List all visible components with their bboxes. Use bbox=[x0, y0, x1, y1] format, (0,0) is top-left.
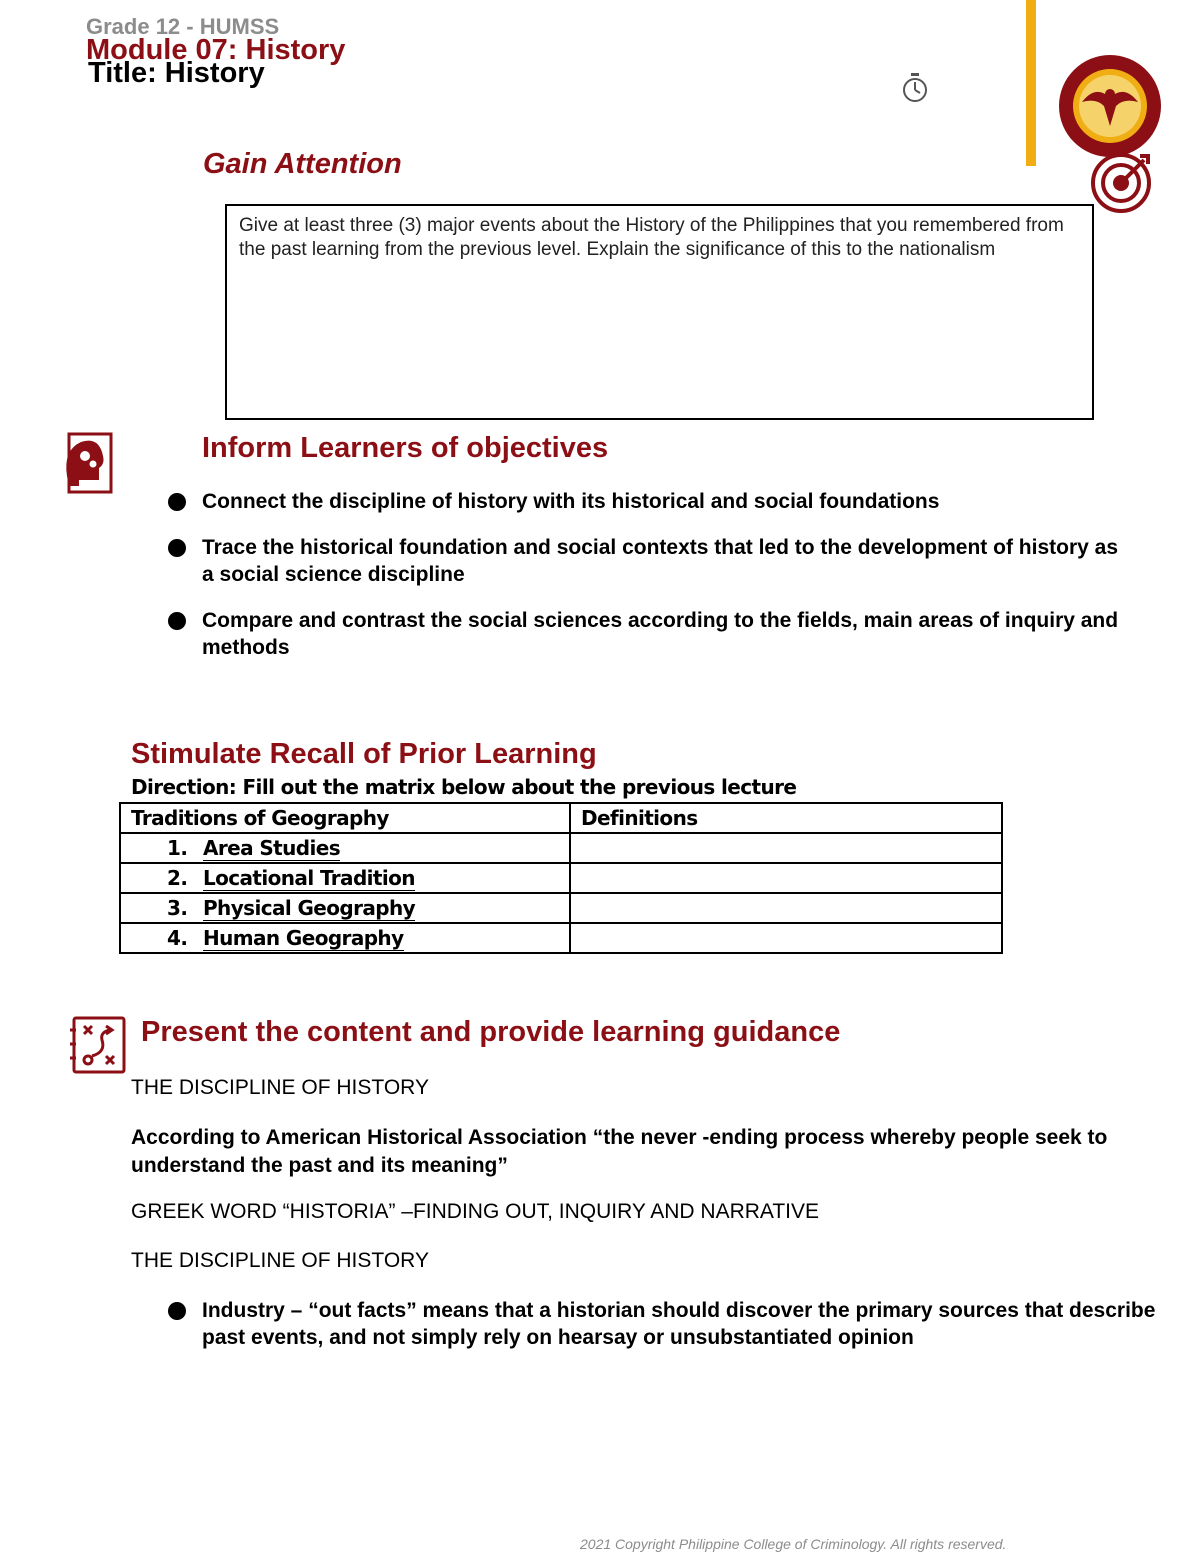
content-bullets bbox=[168, 1297, 1168, 1351]
objective-item: Trace the historical foundation and social contexts that led to the development of history as a social science discipline bbox=[168, 534, 1128, 588]
objective-item: Compare and contrast the social sciences according to the fields, main areas of inquiry and methods bbox=[168, 607, 1128, 661]
definition-cell[interactable] bbox=[570, 893, 1002, 923]
aha-quote: According to American Historical Association “the never -ending process whereby people seek to understand the past and its meaning” bbox=[131, 1126, 1108, 1177]
copyright-footer: 2021 Copyright Philippine College of Criminology. All rights reserved. bbox=[580, 1536, 1007, 1552]
gain-attention-heading: Gain Attention bbox=[203, 148, 402, 180]
bullet-icon bbox=[168, 612, 186, 630]
bullet-icon bbox=[168, 493, 186, 511]
definition-cell[interactable] bbox=[570, 923, 1002, 953]
tradition-cell: 2. Locational Tradition bbox=[120, 863, 570, 893]
table-row bbox=[120, 833, 1002, 863]
bullet-icon bbox=[168, 1302, 186, 1320]
stopwatch-icon bbox=[900, 72, 930, 104]
head-gears-icon bbox=[63, 432, 113, 494]
page-title: Title: History bbox=[88, 57, 265, 89]
accent-bar bbox=[1026, 0, 1036, 166]
content-bullet-item: Industry – “out facts” means that a historian should discover the primary sources that describe past events, and not simply rely on hearsay or unsubstantiated opinion bbox=[168, 1297, 1168, 1351]
table-row bbox=[120, 893, 1002, 923]
gain-attention-prompt: Give at least three (3) major events about the History of the Philippines that you remembered from the past learning from the previous level. Explain the significance of this to the nationalism bbox=[239, 215, 1064, 260]
column-header: Traditions of Geography bbox=[120, 803, 570, 833]
section-heading: THE DISCIPLINE OF HISTORY bbox=[131, 1076, 429, 1099]
table-row bbox=[120, 923, 1002, 953]
tradition-cell: 3. Physical Geography bbox=[120, 893, 570, 923]
target-icon bbox=[1090, 152, 1152, 214]
table-header-row bbox=[120, 803, 1002, 833]
college-seal-logo bbox=[1058, 54, 1162, 158]
module-title: Module 07: History bbox=[86, 34, 346, 66]
bullet-icon bbox=[168, 539, 186, 557]
strategy-flow-icon bbox=[70, 1016, 126, 1074]
tradition-cell: 1. Area Studies bbox=[120, 833, 570, 863]
recall-direction: Direction: Fill out the matrix below about the previous lecture bbox=[131, 775, 797, 799]
definition-cell[interactable] bbox=[570, 863, 1002, 893]
grade-label: Grade 12 - HUMSS bbox=[86, 14, 280, 39]
column-header: Definitions bbox=[570, 803, 1002, 833]
section-heading: THE DISCIPLINE OF HISTORY bbox=[131, 1249, 429, 1272]
recall-matrix-table bbox=[119, 802, 1003, 954]
greek-word-line: GREEK WORD “HISTORIA” –FINDING OUT, INQUIRY AND NARRATIVE bbox=[131, 1200, 820, 1223]
tradition-cell: 4. Human Geography bbox=[120, 923, 570, 953]
objectives-list bbox=[168, 488, 1128, 680]
content-heading: Present the content and provide learning guidance bbox=[141, 1016, 841, 1048]
recall-heading: Stimulate Recall of Prior Learning bbox=[131, 738, 597, 770]
objectives-heading: Inform Learners of objectives bbox=[202, 432, 609, 464]
table-row bbox=[120, 863, 1002, 893]
definition-cell[interactable] bbox=[570, 833, 1002, 863]
objective-item: Connect the discipline of history with its historical and social foundations bbox=[168, 488, 1128, 515]
